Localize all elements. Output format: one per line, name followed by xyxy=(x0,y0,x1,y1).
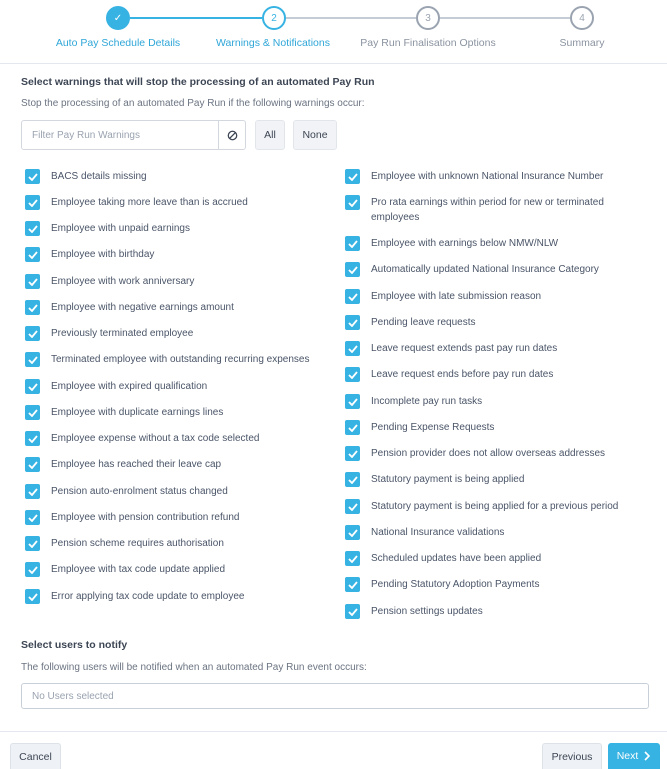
warning-label: Employee with earnings below NMW/NLW xyxy=(371,238,559,249)
warning-option[interactable] xyxy=(345,446,635,461)
warnings-filter xyxy=(21,120,246,150)
check-icon xyxy=(348,529,358,537)
warning-checkbox[interactable] xyxy=(25,195,40,210)
warning-label: Employee with expired qualification xyxy=(51,381,208,392)
warning-checkbox[interactable] xyxy=(345,315,360,330)
warning-label: Pro rata earnings within period for new or terminated employees xyxy=(371,197,604,223)
warning-checkbox[interactable] xyxy=(345,420,360,435)
check-icon xyxy=(348,266,358,274)
warning-option[interactable] xyxy=(25,431,335,446)
warning-checkbox[interactable] xyxy=(345,289,360,304)
warning-label: Pending leave requests xyxy=(371,317,476,328)
warning-checkbox[interactable] xyxy=(25,431,40,446)
check-icon xyxy=(348,581,358,589)
step-2-label[interactable]: Warnings & Notifications xyxy=(216,37,330,49)
check-icon xyxy=(348,199,358,207)
next-label: Next xyxy=(616,750,639,762)
check-icon xyxy=(348,503,358,511)
warning-checkbox[interactable] xyxy=(25,300,40,315)
warning-label: Incomplete pay run tasks xyxy=(371,396,483,407)
warning-label: Leave request ends before pay run dates xyxy=(371,369,554,380)
step-3-label[interactable]: Pay Run Finalisation Options xyxy=(360,37,496,49)
warning-option[interactable] xyxy=(345,499,635,514)
warning-checkbox[interactable] xyxy=(345,367,360,382)
warning-option[interactable] xyxy=(25,562,335,577)
warning-label: Scheduled updates have been applied xyxy=(371,553,542,564)
warning-checkbox[interactable] xyxy=(25,510,40,525)
warning-checkbox[interactable] xyxy=(25,326,40,341)
filter-warnings-input[interactable] xyxy=(22,121,218,149)
warning-option[interactable] xyxy=(25,536,335,551)
select-none-button[interactable]: None xyxy=(293,120,337,150)
warning-checkbox[interactable] xyxy=(25,221,40,236)
step-connector xyxy=(440,17,570,19)
check-icon xyxy=(348,424,358,432)
warning-option[interactable] xyxy=(345,262,635,277)
warning-checkbox[interactable] xyxy=(345,236,360,251)
warning-option[interactable] xyxy=(25,169,335,184)
select-all-button[interactable]: All xyxy=(255,120,285,150)
warning-option[interactable] xyxy=(345,577,635,592)
warning-label: Pension auto-enrolment status changed xyxy=(51,486,228,497)
warning-label: Employee taking more leave than is accrued xyxy=(51,197,248,208)
warning-label: Error applying tax code update to employee xyxy=(51,591,245,602)
check-icon xyxy=(28,461,38,469)
warning-checkbox[interactable] xyxy=(25,562,40,577)
warning-option[interactable] xyxy=(25,405,335,420)
warning-label: Pending Expense Requests xyxy=(371,422,495,433)
check-icon xyxy=(28,304,38,312)
warning-checkbox[interactable] xyxy=(345,604,360,619)
notify-title: Select users to notify xyxy=(21,639,128,651)
warning-checkbox[interactable] xyxy=(25,352,40,367)
warning-checkbox[interactable] xyxy=(345,341,360,356)
warning-label: Employee with unknown National Insurance Number xyxy=(371,171,604,182)
check-icon xyxy=(28,593,38,601)
step-1-label[interactable]: Auto Pay Schedule Details xyxy=(55,37,181,49)
next-button[interactable] xyxy=(608,743,660,769)
warning-label: Pension provider does not allow overseas addresses xyxy=(371,448,606,459)
warning-checkbox[interactable] xyxy=(345,169,360,184)
warning-checkbox[interactable] xyxy=(345,577,360,592)
warning-checkbox[interactable] xyxy=(25,536,40,551)
warning-option[interactable] xyxy=(345,420,635,435)
check-icon xyxy=(348,173,358,181)
clear-filter-button[interactable] xyxy=(218,121,245,149)
check-icon xyxy=(348,319,358,327)
warning-checkbox[interactable] xyxy=(25,484,40,499)
warning-checkbox[interactable] xyxy=(25,379,40,394)
check-icon xyxy=(28,540,38,548)
check-icon xyxy=(28,278,38,286)
warning-label: Statutory payment is being applied xyxy=(371,474,525,485)
check-icon xyxy=(348,608,358,616)
warning-option[interactable] xyxy=(345,525,635,540)
check-icon xyxy=(28,356,38,364)
step-4-circle[interactable]: 4 xyxy=(570,6,594,30)
warning-checkbox[interactable] xyxy=(25,457,40,472)
wizard-stepper xyxy=(0,0,667,64)
warning-label: BACS details missing xyxy=(51,171,147,182)
check-icon xyxy=(28,383,38,391)
check-icon xyxy=(28,435,38,443)
warning-option[interactable] xyxy=(345,472,635,487)
warning-option[interactable] xyxy=(25,300,335,315)
step-connector xyxy=(130,17,262,19)
check-icon xyxy=(348,371,358,379)
check-icon xyxy=(28,566,38,574)
check-icon xyxy=(348,293,358,301)
warning-option[interactable] xyxy=(25,195,335,210)
warning-option[interactable] xyxy=(25,379,335,394)
check-icon xyxy=(348,450,358,458)
warning-option[interactable] xyxy=(25,457,335,472)
warning-label: Pending Statutory Adoption Payments xyxy=(371,579,540,590)
warning-label: Employee with unpaid earnings xyxy=(51,223,190,234)
warnings-title: Select warnings that will stop the processing of an automated Pay Run xyxy=(21,76,375,88)
warning-label: Employee expense without a tax code selected xyxy=(51,433,260,444)
warning-option[interactable] xyxy=(25,221,335,236)
check-icon xyxy=(348,398,358,406)
check-icon xyxy=(28,514,38,522)
notify-users-select[interactable]: No Users selected xyxy=(21,683,649,709)
warning-label: Employee has reached their leave cap xyxy=(51,459,222,470)
cancel-button[interactable]: Cancel xyxy=(10,743,61,769)
warning-label: Employee with duplicate earnings lines xyxy=(51,407,224,418)
check-icon xyxy=(28,409,38,417)
warning-option[interactable] xyxy=(345,315,635,330)
chevron-right-icon xyxy=(643,751,651,761)
warning-checkbox[interactable] xyxy=(25,247,40,262)
step-2-circle[interactable]: 2 xyxy=(262,6,286,30)
notify-description: The following users will be notified when an automated Pay Run event occurs: xyxy=(21,662,367,673)
warning-checkbox[interactable] xyxy=(345,472,360,487)
warning-label: Employee with work anniversary xyxy=(51,276,195,287)
warning-label: Employee with late submission reason xyxy=(371,291,542,302)
warning-option[interactable] xyxy=(25,326,335,341)
warning-label: Employee with pension contribution refund xyxy=(51,512,240,523)
check-icon xyxy=(348,476,358,484)
check-icon xyxy=(28,330,38,338)
warning-option[interactable] xyxy=(345,551,635,566)
step-3-circle[interactable]: 3 xyxy=(416,6,440,30)
warning-checkbox[interactable] xyxy=(25,274,40,289)
warning-option[interactable] xyxy=(25,352,335,367)
warning-option[interactable] xyxy=(345,169,635,184)
warning-label: Automatically updated National Insurance Category xyxy=(371,264,599,275)
warning-checkbox[interactable] xyxy=(345,525,360,540)
warning-label: Pension scheme requires authorisation xyxy=(51,538,224,549)
check-icon xyxy=(28,251,38,259)
warning-option[interactable] xyxy=(345,604,635,619)
check-icon xyxy=(348,555,358,563)
warning-label: Statutory payment is being applied for a previous period xyxy=(371,501,619,512)
warnings-description: Stop the processing of an automated Pay Run if the following warnings occur: xyxy=(21,98,365,109)
check-icon xyxy=(28,199,38,207)
warning-option[interactable] xyxy=(345,341,635,356)
warning-checkbox[interactable] xyxy=(345,446,360,461)
warning-option[interactable] xyxy=(345,289,635,304)
clear-icon xyxy=(227,130,238,141)
warning-checkbox[interactable] xyxy=(345,499,360,514)
warning-option[interactable] xyxy=(345,195,635,225)
warning-option[interactable] xyxy=(25,510,335,525)
warning-checkbox[interactable] xyxy=(345,394,360,409)
warning-checkbox[interactable] xyxy=(345,551,360,566)
warning-label: Employee with birthday xyxy=(51,249,155,260)
warning-checkbox[interactable] xyxy=(345,195,360,210)
warning-label: National Insurance validations xyxy=(371,527,505,538)
step-connector xyxy=(286,17,416,19)
warning-checkbox[interactable] xyxy=(25,589,40,604)
step-1-check-icon[interactable]: ✓ xyxy=(106,6,130,30)
warning-option[interactable] xyxy=(25,274,335,289)
previous-button[interactable]: Previous xyxy=(542,743,602,769)
warning-checkbox[interactable] xyxy=(345,262,360,277)
warning-label: Pension settings updates xyxy=(371,606,483,617)
warning-option[interactable] xyxy=(345,394,635,409)
check-icon xyxy=(28,173,38,181)
warning-label: Employee with negative earnings amount xyxy=(51,302,234,313)
warning-checkbox[interactable] xyxy=(25,405,40,420)
warning-label: Leave request extends past pay run dates xyxy=(371,343,558,354)
warning-option[interactable] xyxy=(25,589,335,604)
warning-option[interactable] xyxy=(25,247,335,262)
check-icon xyxy=(348,345,358,353)
warning-option[interactable] xyxy=(25,484,335,499)
warning-option[interactable] xyxy=(345,367,635,382)
warning-label: Previously terminated employee xyxy=(51,328,194,339)
check-icon xyxy=(348,240,358,248)
check-icon xyxy=(28,225,38,233)
step-4-label[interactable]: Summary xyxy=(559,37,605,49)
warning-label: Terminated employee with outstanding recurring expenses xyxy=(51,354,310,365)
warning-checkbox[interactable] xyxy=(25,169,40,184)
warning-label: Employee with tax code update applied xyxy=(51,564,226,575)
warning-option[interactable] xyxy=(345,236,635,251)
check-icon xyxy=(28,488,38,496)
